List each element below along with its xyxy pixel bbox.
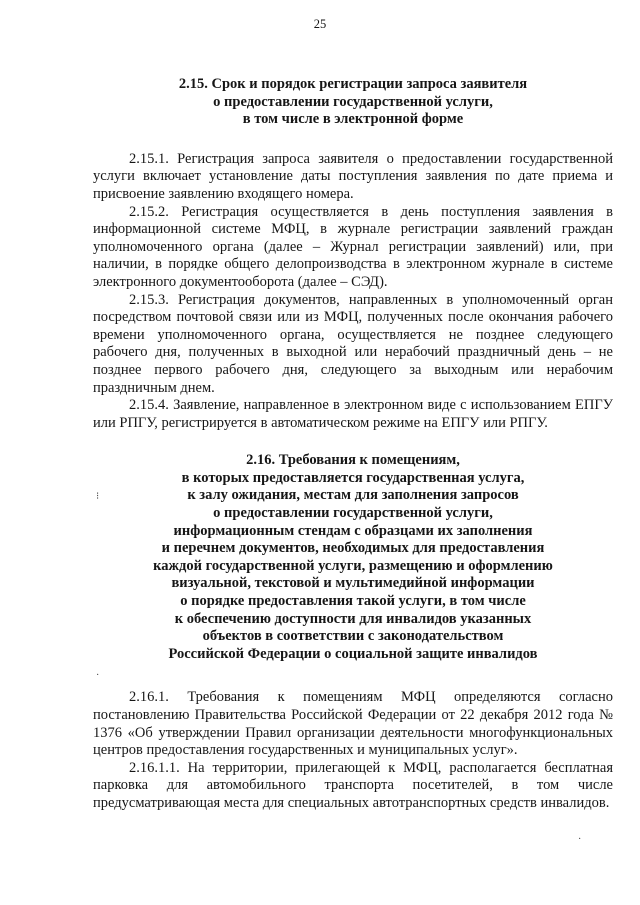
heading-line: информационным стендам с образцами их заполнения	[173, 522, 533, 539]
heading-line: Российской Федерации о социальной защите инвалидов	[168, 645, 538, 662]
scan-speck: ⁝	[96, 491, 100, 502]
paragraph-2-16-1: 2.16.1. Требования к помещениям МФЦ определяются согласно постановлению Правительства Российской Федерации от 22 декабря 2012 года № 1376 «Об утверждении Правил организации деятельности многофункциональных центров предоставления государственных и муниципальных услуг».	[93, 689, 613, 759]
heading-line: объектов в соответствии с законодательством	[202, 628, 504, 645]
heading-line: в том числе в электронной форме	[242, 111, 464, 128]
heading-line: о предоставлении государственной услуги,	[213, 505, 493, 522]
heading-line: к обеспечению доступности для инвалидов указанных	[174, 610, 532, 627]
paragraph-2-16-1-1: 2.16.1.1. На территории, прилегающей к МФЦ, располагается бесплатная парковка для автомобильного транспорта посетителей, в том числе предусматривающая места для специальных автотранспортных средств инвалидов.	[93, 759, 613, 811]
document-body	[93, 76, 613, 813]
scan-speck: ·	[578, 834, 582, 845]
paragraph-2-15-3: 2.15.3. Регистрация документов, направленных в уполномоченный орган посредством почтовой связи или из МФЦ, полученных после окончания рабочего времени уполномоченного органа, осуществляется не позднее следующего рабочего дня, полученных в выходной или нерабочий праздничный день – не позднее первого рабочего дня, следующего за выходным или нерабочим праздничным днем.	[93, 291, 613, 396]
heading-line: и перечнем документов, необходимых для предоставления	[161, 540, 545, 557]
section-heading-2-15	[93, 76, 613, 129]
heading-line: визуальной, текстовой и мультимедийной информации	[171, 575, 535, 592]
paragraph-2-15-2: 2.15.2. Регистрация осуществляется в день поступления заявления в информационной системе МФЦ, в журнале регистрации заявлений граждан уполномоченного органа (далее – Журнал регистрации заявлений) или, при наличии, в порядке общего делопроизводства в электронном журнале в системе электронного документооборота (далее – СЭД).	[93, 203, 613, 290]
paragraph-2-15-4: 2.15.4. Заявление, направленное в электронном виде с использованием ЕПГУ или РПГУ, регистрируется в автоматическом режиме на ЕПГУ или РПГУ.	[93, 397, 613, 431]
section-heading-2-16	[93, 452, 613, 663]
heading-line: 2.16. Требования к помещениям,	[246, 452, 460, 469]
heading-line: каждой государственной услуги, размещению и оформлению	[153, 557, 553, 574]
scan-speck: ·	[96, 670, 100, 681]
paragraph-2-15-1: 2.15.1. Регистрация запроса заявителя о предоставлении государственной услуги включает установление даты поступления заявления по дате приема и присвоение заявлению входящего номера.	[93, 150, 613, 202]
heading-line: о порядке предоставления такой услуги, в том числе	[180, 593, 526, 610]
heading-line: к залу ожидания, местам для заполнения запросов	[187, 487, 519, 504]
heading-line: 2.15. Срок и порядок регистрации запроса заявителя	[178, 76, 528, 92]
heading-line: в которых предоставляется государственная услуга,	[181, 469, 525, 486]
page-number: 25	[313, 17, 327, 31]
heading-line: о предоставлении государственной услуги,	[213, 93, 493, 110]
